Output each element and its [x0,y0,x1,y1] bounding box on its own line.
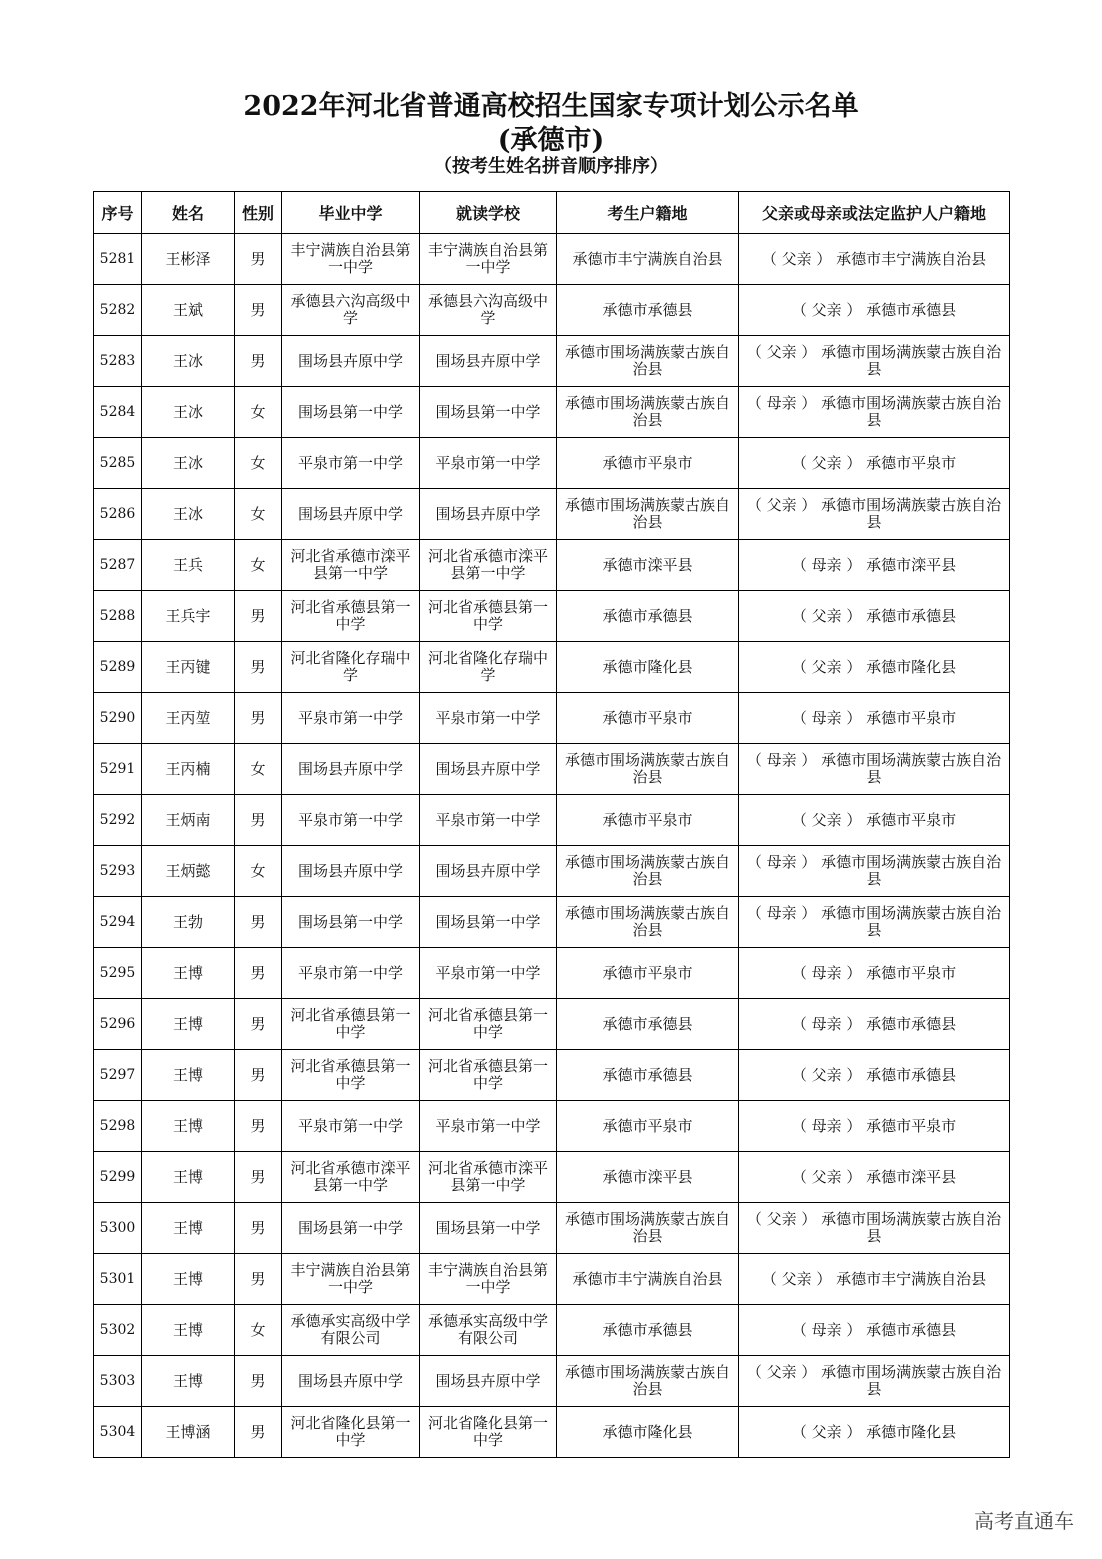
table-row [94,897,1010,948]
cell-graduation-school: 平泉市第一中学 [282,438,420,489]
cell-current-school: 围场县第一中学 [420,1203,557,1254]
table-row [94,234,1010,285]
table-row [94,1407,1010,1458]
cell-graduation-school: 丰宁满族自治县第一中学 [282,1254,420,1305]
cell-gender: 男 [235,1407,282,1458]
cell-gender: 男 [235,1152,282,1203]
cell-graduation-school: 河北省承德县第一中学 [282,999,420,1050]
cell-seq: 5304 [94,1407,142,1458]
cell-household-registration: 承德市平泉市 [557,948,739,999]
cell-guardian-registration: （ 母亲 ） 承德市围场满族蒙古族自治县 [739,846,1010,897]
cell-current-school: 围场县卉原中学 [420,744,557,795]
cell-gender: 男 [235,1050,282,1101]
cell-gender: 女 [235,438,282,489]
cell-current-school: 围场县第一中学 [420,897,557,948]
cell-guardian-registration: （ 父亲 ） 承德市丰宁满族自治县 [739,234,1010,285]
table-row [94,744,1010,795]
cell-gender: 男 [235,1356,282,1407]
cell-gender: 男 [235,336,282,387]
table-row [94,1254,1010,1305]
cell-current-school: 河北省承德县第一中学 [420,591,557,642]
cell-name: 王博 [142,1203,235,1254]
cell-household-registration: 承德市隆化县 [557,642,739,693]
cell-graduation-school: 河北省隆化存瑞中学 [282,642,420,693]
cell-name: 王斌 [142,285,235,336]
cell-household-registration: 承德市承德县 [557,591,739,642]
cell-current-school: 丰宁满族自治县第一中学 [420,1254,557,1305]
cell-guardian-registration: （ 父亲 ） 承德市围场满族蒙古族自治县 [739,1203,1010,1254]
cell-guardian-registration: （ 母亲 ） 承德市围场满族蒙古族自治县 [739,387,1010,438]
cell-seq: 5296 [94,999,142,1050]
table-row [94,1152,1010,1203]
cell-name: 王丙键 [142,642,235,693]
cell-current-school: 河北省承德市滦平县第一中学 [420,540,557,591]
cell-gender: 男 [235,234,282,285]
table-row [94,336,1010,387]
cell-current-school: 围场县卉原中学 [420,489,557,540]
cell-gender: 女 [235,846,282,897]
cell-gender: 男 [235,897,282,948]
cell-current-school: 平泉市第一中学 [420,948,557,999]
cell-gender: 女 [235,387,282,438]
cell-seq: 5292 [94,795,142,846]
cell-gender: 女 [235,1305,282,1356]
cell-name: 王博 [142,999,235,1050]
cell-graduation-school: 围场县卉原中学 [282,489,420,540]
cell-guardian-registration: （ 父亲 ） 承德市围场满族蒙古族自治县 [739,489,1010,540]
cell-gender: 男 [235,795,282,846]
table-row [94,693,1010,744]
cell-gender: 女 [235,744,282,795]
cell-name: 王冰 [142,387,235,438]
cell-household-registration: 承德市围场满族蒙古族自治县 [557,846,739,897]
cell-seq: 5293 [94,846,142,897]
cell-household-registration: 承德市围场满族蒙古族自治县 [557,1203,739,1254]
cell-guardian-registration: （ 母亲 ） 承德市围场满族蒙古族自治县 [739,897,1010,948]
cell-graduation-school: 平泉市第一中学 [282,948,420,999]
cell-gender: 男 [235,948,282,999]
cell-guardian-registration: （ 父亲 ） 承德市承德县 [739,1050,1010,1101]
cell-current-school: 河北省承德市滦平县第一中学 [420,1152,557,1203]
cell-name: 王彬泽 [142,234,235,285]
header-name: 姓名 [142,192,235,234]
cell-gender: 男 [235,642,282,693]
table-row [94,999,1010,1050]
cell-guardian-registration: （ 父亲 ） 承德市围场满族蒙古族自治县 [739,336,1010,387]
page-title: 2022年河北省普通高校招生国家专项计划公示名单 [243,91,859,122]
cell-name: 王炳南 [142,795,235,846]
cell-gender: 男 [235,285,282,336]
cell-name: 王博 [142,948,235,999]
cell-current-school: 平泉市第一中学 [420,795,557,846]
cell-graduation-school: 围场县卉原中学 [282,336,420,387]
cell-name: 王丙堃 [142,693,235,744]
watermark: 高考直通车 [974,1509,1074,1533]
header-current-school: 就读学校 [420,192,557,234]
cell-current-school: 河北省承德县第一中学 [420,999,557,1050]
cell-name: 王博 [142,1152,235,1203]
cell-graduation-school: 围场县卉原中学 [282,744,420,795]
cell-seq: 5301 [94,1254,142,1305]
cell-guardian-registration: （ 父亲 ） 承德市承德县 [739,285,1010,336]
cell-name: 王博 [142,1254,235,1305]
cell-household-registration: 承德市滦平县 [557,540,739,591]
header-household-registration: 考生户籍地 [557,192,739,234]
header-guardian-registration: 父亲或母亲或法定监护人户籍地 [739,192,1010,234]
page-subtitle-sort-note: （按考生姓名拼音顺序排序） [434,156,668,177]
cell-graduation-school: 围场县卉原中学 [282,846,420,897]
cell-seq: 5291 [94,744,142,795]
cell-name: 王博 [142,1101,235,1152]
cell-graduation-school: 平泉市第一中学 [282,1101,420,1152]
cell-name: 王兵宇 [142,591,235,642]
cell-household-registration: 承德市承德县 [557,285,739,336]
cell-household-registration: 承德市平泉市 [557,438,739,489]
cell-graduation-school: 河北省承德市滦平县第一中学 [282,1152,420,1203]
page-subtitle-city: (承德市) [497,125,605,156]
cell-graduation-school: 河北省隆化县第一中学 [282,1407,420,1458]
cell-graduation-school: 承德承实高级中学有限公司 [282,1305,420,1356]
cell-name: 王兵 [142,540,235,591]
cell-gender: 女 [235,540,282,591]
cell-graduation-school: 承德县六沟高级中学 [282,285,420,336]
cell-household-registration: 承德市滦平县 [557,1152,739,1203]
cell-household-registration: 承德市围场满族蒙古族自治县 [557,897,739,948]
cell-seq: 5295 [94,948,142,999]
cell-seq: 5283 [94,336,142,387]
cell-household-registration: 承德市丰宁满族自治县 [557,234,739,285]
cell-graduation-school: 河北省承德县第一中学 [282,1050,420,1101]
cell-current-school: 平泉市第一中学 [420,693,557,744]
cell-seq: 5285 [94,438,142,489]
table-row [94,489,1010,540]
cell-current-school: 平泉市第一中学 [420,438,557,489]
cell-guardian-registration: （ 母亲 ） 承德市滦平县 [739,540,1010,591]
cell-household-registration: 承德市围场满族蒙古族自治县 [557,1356,739,1407]
cell-name: 王炳懿 [142,846,235,897]
cell-guardian-registration: （ 母亲 ） 承德市承德县 [739,1305,1010,1356]
table-row [94,846,1010,897]
cell-seq: 5287 [94,540,142,591]
cell-current-school: 围场县卉原中学 [420,1356,557,1407]
cell-graduation-school: 平泉市第一中学 [282,693,420,744]
cell-guardian-registration: （ 父亲 ） 承德市隆化县 [739,1407,1010,1458]
cell-household-registration: 承德市丰宁满族自治县 [557,1254,739,1305]
cell-graduation-school: 围场县第一中学 [282,387,420,438]
cell-name: 王冰 [142,489,235,540]
cell-seq: 5297 [94,1050,142,1101]
table-row [94,285,1010,336]
table-row [94,591,1010,642]
cell-household-registration: 承德市围场满族蒙古族自治县 [557,336,739,387]
table-row [94,387,1010,438]
cell-guardian-registration: （ 父亲 ） 承德市承德县 [739,591,1010,642]
cell-seq: 5300 [94,1203,142,1254]
cell-seq: 5281 [94,234,142,285]
cell-household-registration: 承德市平泉市 [557,795,739,846]
cell-guardian-registration: （ 父亲 ） 承德市滦平县 [739,1152,1010,1203]
cell-graduation-school: 围场县卉原中学 [282,1356,420,1407]
cell-gender: 女 [235,489,282,540]
header-graduation-school: 毕业中学 [282,192,420,234]
cell-gender: 男 [235,591,282,642]
header-seq: 序号 [94,192,142,234]
cell-graduation-school: 河北省承德县第一中学 [282,591,420,642]
cell-guardian-registration: （ 父亲 ） 承德市围场满族蒙古族自治县 [739,1356,1010,1407]
cell-current-school: 丰宁满族自治县第一中学 [420,234,557,285]
cell-guardian-registration: （ 父亲 ） 承德市平泉市 [739,438,1010,489]
table-row [94,1203,1010,1254]
cell-graduation-school: 河北省承德市滦平县第一中学 [282,540,420,591]
cell-seq: 5290 [94,693,142,744]
table-row [94,795,1010,846]
cell-guardian-registration: （ 母亲 ） 承德市围场满族蒙古族自治县 [739,744,1010,795]
cell-guardian-registration: （ 父亲 ） 承德市丰宁满族自治县 [739,1254,1010,1305]
cell-guardian-registration: （ 母亲 ） 承德市平泉市 [739,948,1010,999]
table-row [94,642,1010,693]
cell-household-registration: 承德市围场满族蒙古族自治县 [557,387,739,438]
table-row [94,1305,1010,1356]
header-gender: 性别 [235,192,282,234]
cell-current-school: 承德县六沟高级中学 [420,285,557,336]
cell-seq: 5298 [94,1101,142,1152]
cell-guardian-registration: （ 母亲 ） 承德市平泉市 [739,1101,1010,1152]
table-body [94,234,1010,1458]
cell-graduation-school: 围场县第一中学 [282,897,420,948]
cell-seq: 5282 [94,285,142,336]
cell-household-registration: 承德市围场满族蒙古族自治县 [557,489,739,540]
cell-name: 王博涵 [142,1407,235,1458]
cell-guardian-registration: （ 母亲 ） 承德市承德县 [739,999,1010,1050]
cell-current-school: 承德承实高级中学有限公司 [420,1305,557,1356]
table-row [94,948,1010,999]
cell-graduation-school: 平泉市第一中学 [282,795,420,846]
cell-name: 王博 [142,1050,235,1101]
cell-seq: 5286 [94,489,142,540]
cell-current-school: 围场县卉原中学 [420,336,557,387]
cell-seq: 5299 [94,1152,142,1203]
table-header-row [94,192,1010,234]
cell-graduation-school: 围场县第一中学 [282,1203,420,1254]
cell-graduation-school: 丰宁满族自治县第一中学 [282,234,420,285]
roster-table [93,191,1010,1458]
cell-household-registration: 承德市承德县 [557,1305,739,1356]
cell-current-school: 河北省隆化县第一中学 [420,1407,557,1458]
cell-current-school: 河北省承德县第一中学 [420,1050,557,1101]
cell-seq: 5303 [94,1356,142,1407]
table-row [94,1356,1010,1407]
cell-gender: 男 [235,999,282,1050]
cell-guardian-registration: （ 父亲 ） 承德市平泉市 [739,795,1010,846]
table-row [94,1050,1010,1101]
cell-seq: 5294 [94,897,142,948]
cell-seq: 5289 [94,642,142,693]
cell-name: 王博 [142,1356,235,1407]
cell-name: 王冰 [142,438,235,489]
cell-gender: 男 [235,1254,282,1305]
cell-gender: 男 [235,693,282,744]
cell-seq: 5288 [94,591,142,642]
cell-name: 王勃 [142,897,235,948]
cell-name: 王冰 [142,336,235,387]
cell-gender: 男 [235,1101,282,1152]
table-row [94,1101,1010,1152]
cell-gender: 男 [235,1203,282,1254]
cell-current-school: 河北省隆化存瑞中学 [420,642,557,693]
cell-household-registration: 承德市平泉市 [557,693,739,744]
cell-household-registration: 承德市承德县 [557,1050,739,1101]
cell-guardian-registration: （ 母亲 ） 承德市平泉市 [739,693,1010,744]
cell-household-registration: 承德市承德县 [557,999,739,1050]
cell-household-registration: 承德市隆化县 [557,1407,739,1458]
table-row [94,438,1010,489]
table-row [94,540,1010,591]
cell-seq: 5284 [94,387,142,438]
cell-name: 王丙楠 [142,744,235,795]
cell-current-school: 围场县卉原中学 [420,846,557,897]
cell-name: 王博 [142,1305,235,1356]
cell-household-registration: 承德市围场满族蒙古族自治县 [557,744,739,795]
cell-household-registration: 承德市平泉市 [557,1101,739,1152]
cell-seq: 5302 [94,1305,142,1356]
cell-guardian-registration: （ 父亲 ） 承德市隆化县 [739,642,1010,693]
cell-current-school: 平泉市第一中学 [420,1101,557,1152]
cell-current-school: 围场县第一中学 [420,387,557,438]
